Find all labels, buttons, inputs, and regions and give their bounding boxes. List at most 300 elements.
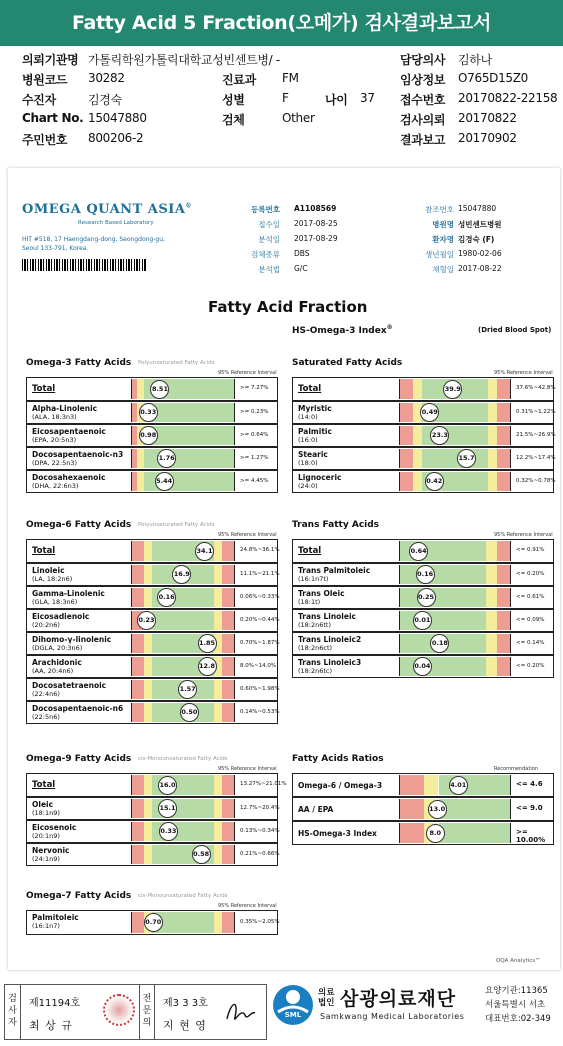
section-subtitle: Polyunsaturated Fatty Acids [138,522,215,528]
lab-tagline: Research Based Laboratory [78,220,154,226]
result-row [26,773,287,797]
range-segment-red [132,822,144,841]
lab-logo: OMEGA QUANT ASIA® [22,202,192,217]
result-value-bubble: 0.16 [416,565,435,584]
reference-value: 24.8%~36.1% [240,547,280,553]
row-name-sub: (AA, 20:4n6) [32,667,74,675]
org-phone: 대표번호:02-349 [485,1014,551,1024]
range-segment-yellow [144,541,152,561]
row-name [32,547,55,556]
row-name-main: Trans Linoleic2 [298,635,362,644]
range-segment-red [132,657,144,676]
range-segment-yellow [214,912,222,933]
header-value: O765D15Z0 [458,71,529,85]
result-value-bubble: 0.42 [425,472,444,491]
range-segment-yellow [488,379,497,399]
header-value: FM [282,71,299,85]
result-value-bubble: 0.58 [192,845,211,864]
row-name [298,635,361,653]
row-name-main: Trans Palmitoleic [298,566,371,575]
range-bar [399,541,511,561]
reference-value: >= 1.27% [240,454,269,461]
row-name-main: Total [298,546,322,556]
range-bar [399,775,511,795]
lab-address-line1: HIT #518, 17 Haengdang-dong, Seongdong-gu, [22,236,165,243]
reference-value: 13.27%~21.01% [240,781,287,787]
range-segment-yellow [144,588,152,607]
meta-value: 15047880 [458,204,497,213]
section-subtitle: cis-Monounsaturated Fatty Acids [138,893,228,899]
result-row [292,773,554,797]
reference-value: 8.0%~14.0% [240,662,277,669]
row-name-sub: (24:1n9) [32,855,60,863]
range-bar [131,822,235,841]
row-name [298,547,321,556]
range-segment-yellow [137,472,144,491]
reference-value: <= 9.0 [516,804,543,812]
result-row [26,563,278,586]
result-value-bubble: 0.98 [139,426,158,445]
range-bar [399,799,511,819]
range-bar [131,588,235,607]
range-segment-red [132,775,144,795]
row-name-sub: (14:0) [298,413,318,421]
meta-label: 참조번호 [425,205,454,214]
sml-logo-icon [272,984,314,1026]
range-segment-red [222,541,234,561]
row-name [298,450,328,468]
result-value-bubble: 16.0 [158,776,177,795]
row-name [32,704,123,722]
row-name-sub: (ALA, 18:3n3) [32,413,77,421]
meta-label: 접수일 [258,220,280,229]
header-label: 검사의뢰 [400,113,446,127]
row-name-main: Docosahexaenoic [32,473,106,482]
result-row [26,609,278,632]
range-segment-green [400,565,486,584]
range-segment-red [400,823,424,843]
row-name-sub: (18:0) [298,459,318,467]
range-bar [131,799,235,818]
reference-value: 0.31%~1.22% [516,408,556,415]
range-bar [399,472,511,491]
reference-interval-label: 95% Reference Interval [494,532,553,538]
reference-value: >= 0.23% [240,408,269,415]
result-row [292,401,554,424]
reference-value: 0.20%~0.44% [240,616,280,623]
footer [0,978,563,1046]
result-row [292,470,554,493]
result-value-bubble: 4.01 [449,776,468,795]
row-name-sub: (24:0) [298,482,318,490]
row-name [298,427,332,445]
result-value-bubble: 23.3 [430,426,449,445]
row-name-main: Trans Linoleic [298,612,356,621]
specialist-license: 제3 3 3호 [163,998,208,1009]
range-segment-yellow [413,379,422,399]
result-value-bubble: 39.9 [443,380,462,399]
range-segment-red [497,541,510,561]
range-segment-yellow [413,426,422,445]
examiner-label: 검사자 [5,985,21,1039]
header-value: 김하나 [458,53,492,67]
result-value-bubble: 34.1 [195,542,214,561]
examiner-license: 제11194호 [29,998,81,1009]
header-value: 20170902 [458,131,517,145]
row-name [298,385,321,394]
range-bar [131,449,235,468]
row-name-sub: (DPA, 22:5n3) [32,459,78,467]
range-segment-red [400,799,424,819]
range-segment-yellow [413,449,422,468]
range-bar [131,657,235,676]
range-segment-yellow [144,775,152,795]
range-segment-red [400,379,413,399]
row-name-main: Palmitoleic [32,913,79,922]
result-row [26,539,278,563]
row-name-main: Trans Oleic [298,589,345,598]
row-name-main: Docosapentaenoic-n6 [32,704,124,713]
specialist-label: 전문의 [139,985,155,1039]
meta-value: 김경숙 (F) [458,235,495,244]
result-row [26,470,278,493]
row-name-sub: (22:5n6) [32,713,60,721]
row-name [298,566,370,584]
row-name [32,566,72,584]
row-name [32,781,55,790]
result-value-bubble: 15.7 [457,449,476,468]
result-value-bubble: 0.25 [417,588,436,607]
meta-label: 생년월일 [425,250,454,259]
header-label: 임상정보 [400,73,446,87]
spot-label: (Dried Blood Spot) [478,326,552,334]
range-bar [131,379,235,399]
reference-value: <= 4.6 [516,780,543,788]
section-title-omega3: Omega-3 Fatty Acids [26,358,132,368]
row-name [32,913,79,931]
range-segment-green [152,611,213,630]
result-row [292,821,554,845]
reference-interval-label: 95% Reference Interval [218,766,277,772]
range-segment-green [439,799,511,819]
row-name-sub: (DGLA, 20:3n6) [32,644,83,652]
range-segment-yellow [488,403,497,422]
range-segment-red [132,588,144,607]
range-segment-red [497,611,510,630]
row-name-main: Stearic [298,450,328,459]
row-name-sub: (18:1t) [298,598,321,606]
range-segment-red [497,379,510,399]
meta-label: 분석법 [258,265,280,274]
header-value: F [282,91,289,105]
range-segment-yellow [144,634,152,653]
header-label: 의뢰기관명 [22,53,79,67]
org-code: 요양기관:11365 [485,986,548,996]
result-value-bubble: 5.44 [155,472,174,491]
range-segment-yellow [214,565,222,584]
section-title-omega7: Omega-7 Fatty Acids [26,891,132,901]
range-segment-yellow [144,680,152,699]
header-label: 수진자 [22,93,56,107]
range-bar [399,379,511,399]
row-name-main: Omega-6 / Omega-3 [298,781,383,790]
range-segment-yellow [214,845,222,864]
reference-interval-label: 95% Reference Interval [494,370,553,376]
row-name [32,823,76,841]
range-segment-yellow [214,799,222,818]
reference-value: <= 0.91% [516,547,545,553]
row-name [32,473,105,491]
row-name [32,612,89,630]
range-bar [131,634,235,653]
header-label: 진료과 [222,73,256,87]
range-bar [399,823,511,843]
reference-value: 37.6%~42.8% [516,385,556,391]
reference-value: 0.60%~1.98% [240,685,280,692]
row-name-main: Docosapentaenoic-n3 [32,450,124,459]
range-bar [131,775,235,795]
range-segment-red [132,541,144,561]
row-name-sub: (18:1n9) [32,809,60,817]
result-row [26,377,278,401]
result-value-bubble: 8.0 [426,824,445,843]
row-name [298,473,341,491]
header-label: 나이 [325,93,348,107]
result-row [292,632,554,655]
row-name-main: Total [32,780,56,790]
result-value-bubble: 0.50 [180,703,199,722]
range-segment-red [222,912,234,933]
range-segment-red [222,611,234,630]
result-row [26,797,278,820]
report-sheet [8,168,560,970]
result-value-bubble: 13.0 [428,800,447,819]
range-segment-yellow [486,541,497,561]
header-value: 37 [360,91,375,105]
meta-label: 병원명 [432,220,454,229]
header-label: 검체 [222,113,245,127]
result-value-bubble: 0.33 [139,403,158,422]
row-name-main: Nervonic [32,846,70,855]
org-name: 삼광의료재단 [340,988,457,1010]
row-name-main: Docosatetraenoic [32,681,107,690]
meta-label: 분석일 [258,235,280,244]
range-bar [399,657,511,676]
result-value-bubble: 15.1 [158,799,177,818]
lab-address-line2: Seoul 133-791, Korea. [22,245,89,252]
reference-value: >= 0.64% [240,431,269,438]
range-segment-red [497,588,510,607]
row-name [298,658,361,676]
section-title-ratios: Fatty Acids Ratios [292,754,384,764]
row-name-main: Trans Linoleic3 [298,658,362,667]
reference-value: 11.1%~21.1% [240,570,280,577]
range-segment-red [222,657,234,676]
header-label: 병원코드 [22,73,68,87]
reference-value: 21.5%~26.9% [516,431,556,438]
result-row [26,424,278,447]
row-name-sub: (18:2n6tc) [298,667,333,675]
range-bar [131,680,235,699]
range-segment-red [222,588,234,607]
reference-value: <= 0.20% [516,662,545,669]
row-name-sub: (EPA, 20:5n3) [32,436,77,444]
reference-value: <= 0.61% [516,593,545,600]
range-segment-yellow [137,379,144,399]
reference-interval-label: 95% Reference Interval [218,903,277,909]
result-value-bubble: 1.85 [198,634,217,653]
section-title-saturated: Saturated Fatty Acids [292,358,403,368]
result-row [292,424,554,447]
result-value-bubble: 8.51 [150,380,169,399]
result-row [292,447,554,470]
meta-value: 1980-02-06 [458,249,502,258]
specialist-name: 지 현 영 [163,1019,207,1032]
reference-value: 0.21%~0.66% [240,850,280,857]
meta-value: DBS [294,249,310,258]
row-name-sub: (LA, 18:2n6) [32,575,73,583]
header-value: 가톨릭학원가톨릭대학교성빈센트병/ - [88,53,280,67]
range-segment-red [222,634,234,653]
range-bar [399,634,511,653]
row-name [298,805,333,814]
range-segment-red [132,680,144,699]
org-name-en: Samkwang Medical Laboratories [320,1012,465,1021]
range-segment-green [439,823,511,843]
range-segment-green [400,588,486,607]
range-bar [131,845,235,864]
header-value: 20170822 [458,111,517,125]
reference-value: 12.7%~20.4% [240,804,280,811]
range-segment-red [222,565,234,584]
range-segment-red [497,449,510,468]
row-name-main: Alpha-Linolenic [32,404,98,413]
range-segment-red [132,565,144,584]
result-row [292,655,554,678]
row-name [298,404,332,422]
section-subtitle: cis-Monounsaturated Fatty Acids [138,756,228,762]
row-name-main: Dihomo-γ-linolenic [32,635,112,644]
range-bar [131,426,235,445]
row-name [298,612,356,630]
header-value: 김경숙 [88,93,122,107]
reference-value: 0.14%~0.53% [240,708,280,715]
range-segment-yellow [214,611,222,630]
range-segment-yellow [214,775,222,795]
range-segment-red [132,912,144,933]
row-name-sub: (18:2n6tt) [298,621,332,629]
range-segment-yellow [144,703,152,722]
range-segment-yellow [486,565,497,584]
range-segment-yellow [144,822,152,841]
range-segment-yellow [486,588,497,607]
meta-label: 검체종류 [251,250,280,259]
header-value: Other [282,111,315,125]
range-segment-red [400,403,413,422]
result-row [26,843,278,866]
section-title-trans: Trans Fatty Acids [292,520,380,530]
row-name-main: AA / EPA [298,805,334,814]
range-segment-red [222,680,234,699]
range-segment-yellow [488,426,497,445]
range-bar [399,611,511,630]
range-segment-yellow [214,703,222,722]
row-name-main: Total [32,546,56,556]
row-name-sub: (20:2n6) [32,621,60,629]
sml-badge: SML [284,1011,302,1019]
result-value-bubble: 0.16 [157,588,176,607]
result-value-bubble: 0.64 [409,542,428,561]
row-name-main: Palmitic [298,427,332,436]
reference-value: >= 10.00% [516,828,546,844]
range-segment-red [497,634,510,653]
range-bar [131,472,235,491]
examiner-name: 최 상 규 [29,1019,73,1032]
row-name-sub: (16:1n7t) [298,575,329,583]
result-row [26,910,278,935]
range-segment-yellow [488,472,497,491]
range-segment-red [400,426,413,445]
result-row [292,609,554,632]
header-label: 담당의사 [400,53,446,67]
main-title: Fatty Acid Fraction [208,298,368,316]
section-title-omega6: Omega-6 Fatty Acids [26,520,132,530]
range-segment-red [132,634,144,653]
row-name-main: Linoleic [32,566,65,575]
reference-value: 0.06%~0.33% [240,593,280,600]
result-value-bubble: 0.01 [413,611,432,630]
row-name-sub: (DHA, 22:6n3) [32,482,79,490]
header-label: 접수번호 [400,93,446,107]
row-name [298,589,345,607]
range-segment-red [400,775,424,795]
range-segment-red [497,426,510,445]
meta-value: G/C [294,264,308,273]
result-value-bubble: 0.23 [137,611,156,630]
range-bar [399,449,511,468]
range-segment-yellow [214,822,222,841]
range-segment-yellow [424,775,438,795]
row-name [32,450,123,468]
range-segment-red [222,775,234,795]
range-bar [131,912,235,933]
reference-value: 0.35%~2.05% [240,918,280,925]
result-value-bubble: 0.33 [159,822,178,841]
row-name-main: Arachidonic [32,658,82,667]
range-bar [399,403,511,422]
sub-title: HS-Omega-3 Index® [292,324,393,336]
row-name [298,829,377,838]
header-label: 결과보고 [400,133,446,147]
range-bar [131,541,235,561]
result-row [292,586,554,609]
row-name-main: Oleic [32,800,54,809]
report-title: Fatty Acid 5 Fraction(오메가) 검사결과보고서 [0,0,563,46]
row-name [32,427,106,445]
range-bar [131,565,235,584]
result-row [26,701,278,724]
range-segment-red [400,472,413,491]
signature-icon [223,997,259,1027]
range-segment-red [132,799,144,818]
range-segment-red [400,449,413,468]
meta-value: 2017-08-29 [294,234,338,243]
row-name [32,635,111,653]
org-address: 서울특별시 서초 [485,1000,546,1010]
range-segment-yellow [486,634,497,653]
range-segment-red [132,703,144,722]
meta-value: 성빈센트병원 [458,220,502,229]
